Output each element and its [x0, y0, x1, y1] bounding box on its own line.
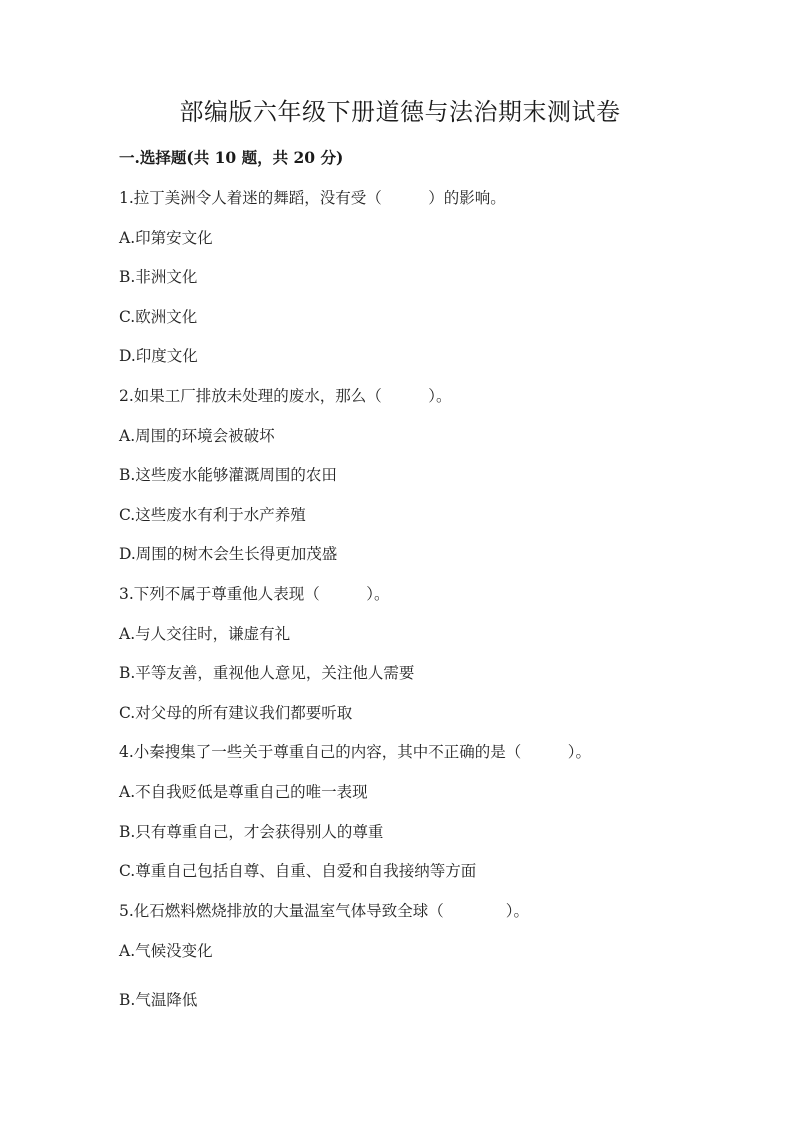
option-text: B.气温降低	[119, 991, 198, 1009]
option-text: C.尊重自己包括自尊、自重、自爱和自我接纳等方面	[119, 862, 477, 880]
option-text: B.只有尊重自己，才会获得别人的尊重	[119, 823, 384, 841]
section-heading: 一.选择题(共 10 题，共 20 分)	[119, 148, 344, 167]
option-text: A.周围的环境会被破坏	[119, 427, 275, 445]
option-text: B.这些废水能够灌溉周围的农田	[119, 466, 337, 484]
page-title: 部编版六年级下册道德与法治期末测试卷	[179, 98, 621, 126]
option-text: B.平等友善，重视他人意见，关注他人需要	[119, 664, 415, 682]
option-text: A.不自我贬低是尊重自己的唯一表现	[119, 783, 368, 801]
question-stem: 2.如果工厂排放未处理的废水，那么（ ）。	[119, 387, 452, 405]
question-stem: 3.下列不属于尊重他人表现（ ）。	[119, 585, 390, 603]
question-stem: 5.化石燃料燃烧排放的大量温室气体导致全球（ ）。	[119, 902, 530, 920]
option-text: C.这些废水有利于水产养殖	[119, 506, 306, 524]
option-text: D.周围的树木会生长得更加茂盛	[119, 545, 338, 563]
option-text: B.非洲文化	[119, 268, 198, 286]
option-text: A.与人交往时，谦虚有礼	[119, 625, 291, 643]
question-stem: 4.小秦搜集了一些关于尊重自己的内容，其中不正确的是（ ）。	[119, 743, 592, 761]
option-text: C.对父母的所有建议我们都要听取	[119, 704, 353, 722]
option-text: A.气候没变化	[119, 942, 213, 960]
option-text: A.印第安文化	[119, 229, 213, 247]
option-text: C.欧洲文化	[119, 308, 198, 326]
question-stem: 1.拉丁美洲令人着迷的舞蹈，没有受（ ）的影响。	[119, 189, 506, 207]
option-text: D.印度文化	[119, 347, 198, 365]
